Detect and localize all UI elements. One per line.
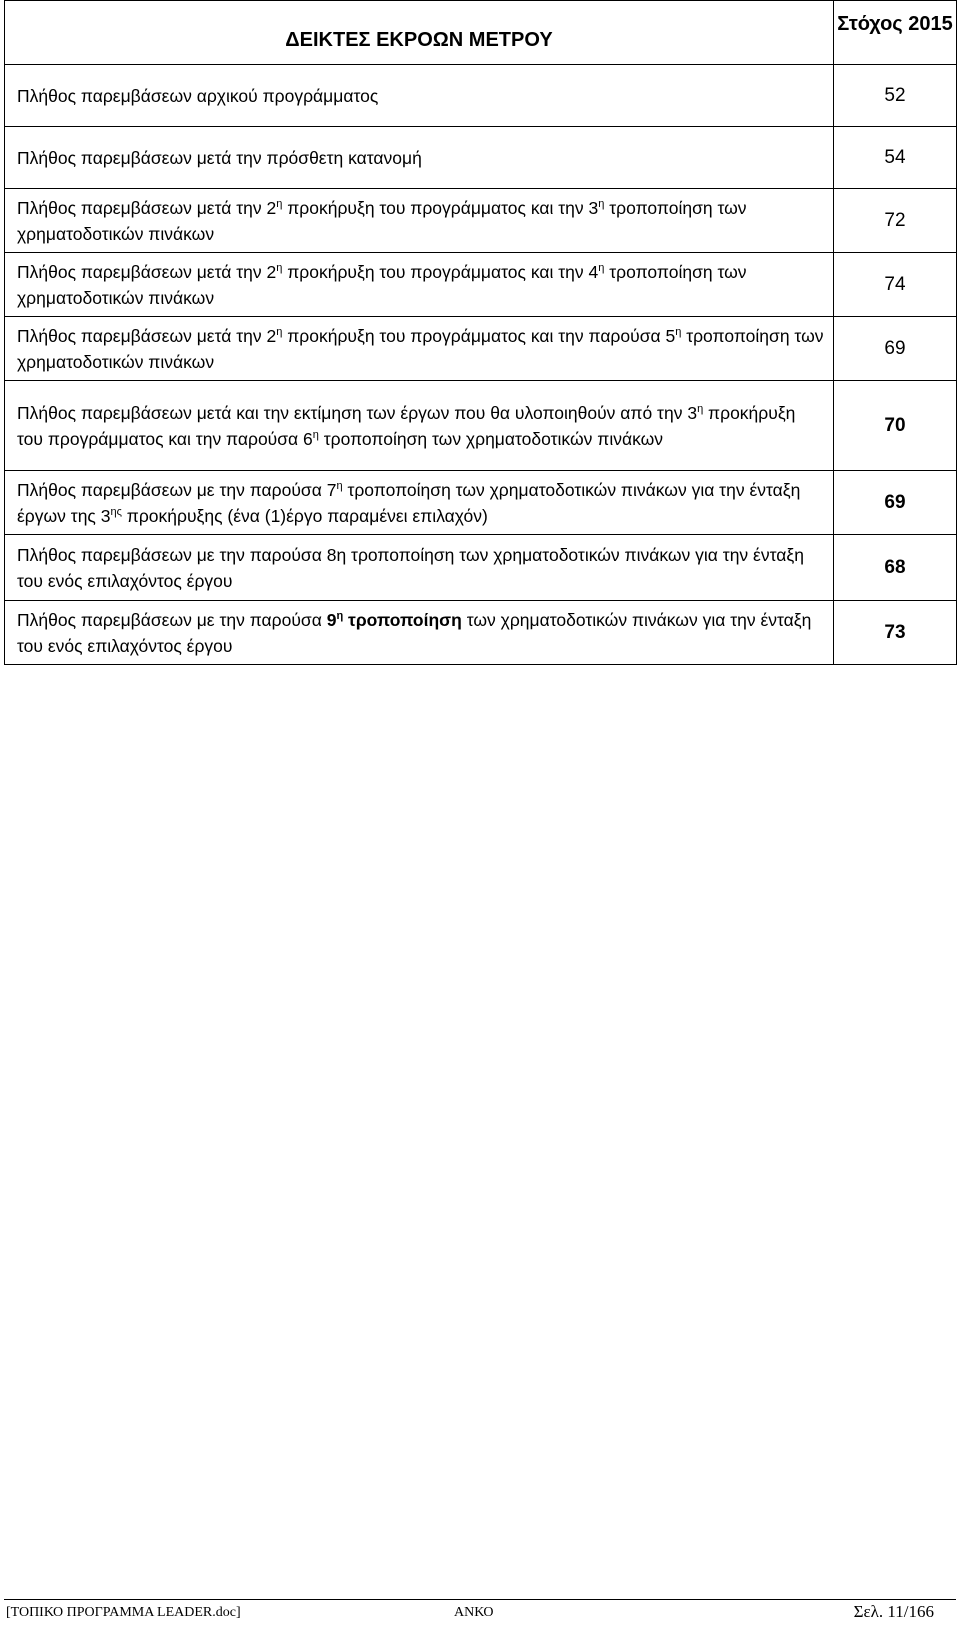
target-value: 70 [834, 381, 957, 471]
footer-document-name: [ΤΟΠΙΚΟ ΠΡΟΓΡΑΜΜΑ LEADER.doc] [6, 1605, 241, 1620]
description-text: η [312, 428, 319, 441]
table-row [5, 65, 957, 127]
description-text: η [336, 609, 344, 622]
indicator-description [5, 471, 834, 535]
table-body [5, 65, 957, 665]
table-row [5, 317, 957, 381]
table-title: ΔΕΙΚΤΕΣ ΕΚΡΟΩΝ ΜΕΤΡΟΥ [5, 1, 834, 65]
description-text: Πλήθος παρεμβάσεων με την παρούσα 7 [17, 479, 337, 500]
description-text: των χρηματοδοτικών πινάκων για την ένταξη του ενός επιλαχόντος έργου [17, 609, 812, 656]
page-footer [4, 1599, 956, 1626]
description-text: η [598, 261, 605, 274]
description-text: Πλήθος παρεμβάσεων με την παρούσα [17, 609, 327, 630]
table-row [5, 601, 957, 665]
description-text: προκήρυξη του προγράμματος και την 4 [282, 261, 599, 282]
target-column-header: Στόχος 2015 [834, 1, 957, 65]
description-text: η [276, 325, 283, 338]
description-text: Πλήθος παρεμβάσεων μετά την 2 [17, 325, 277, 346]
indicator-description [5, 189, 834, 253]
target-value: 52 [834, 65, 957, 127]
indicator-description [5, 127, 834, 189]
description-text: τροποποίηση των χρηματοδοτικών πινάκων [318, 428, 664, 449]
target-value: 54 [834, 127, 957, 189]
table-row [5, 253, 957, 317]
target-value: 72 [834, 189, 957, 253]
indicator-description [5, 601, 834, 665]
description-text: Πλήθος παρεμβάσεων μετά και την εκτίμηση των έργων που θα υλοποιηθούν από την 3 [17, 402, 698, 423]
description-text: προκήρυξη του προγράμματος και την 3 [282, 197, 599, 218]
target-value: 74 [834, 253, 957, 317]
description-text: τροποποίηση των χρηματοδοτικών πινάκων [17, 197, 747, 244]
description-text: Πλήθος παρεμβάσεων μετά την πρόσθετη κατανομή [17, 147, 422, 168]
description-text: η [276, 197, 283, 210]
description-text: προκήρυξη του προγράμματος και την παρούσα 5 [282, 325, 676, 346]
target-value: 69 [834, 471, 957, 535]
table-row [5, 189, 957, 253]
table-row [5, 127, 957, 189]
indicator-description [5, 317, 834, 381]
description-text: η [276, 261, 283, 274]
description-text: τροποποίηση [343, 609, 462, 630]
description-text: η [675, 325, 682, 338]
description-text: Πλήθος παρεμβάσεων μετά την 2 [17, 261, 277, 282]
table-row [5, 381, 957, 471]
description-text: Πλήθος παρεμβάσεων μετά την 2 [17, 197, 277, 218]
description-text: ης [110, 505, 122, 518]
indicator-description [5, 253, 834, 317]
description-text: τροποποίηση των χρηματοδοτικών πινάκων [17, 325, 824, 372]
indicator-description [5, 535, 834, 601]
description-text: τροποποίηση των χρηματοδοτικών πινάκων για την ένταξη έργων της 3 [17, 479, 801, 526]
target-value: 69 [834, 317, 957, 381]
description-text: η [697, 402, 704, 415]
table-row [5, 471, 957, 535]
description-text: προκήρυξης (ένα (1)έργο παραμένει επιλαχόν) [121, 505, 488, 526]
table-header-row [5, 1, 957, 65]
target-value: 73 [834, 601, 957, 665]
description-text: η [598, 197, 605, 210]
description-text: 9 [326, 609, 337, 630]
description-text: τροποποίηση των χρηματοδοτικών πινάκων [17, 261, 747, 308]
indicators-table [4, 0, 957, 665]
footer-organization: ΑΝΚΟ [454, 1605, 494, 1620]
indicator-description [5, 65, 834, 127]
description-text: Πλήθος παρεμβάσεων με την παρούσα 8η τροποποίηση των χρηματοδοτικών πινάκων για την ένταξη του ενός επιλαχόντος έργου [17, 544, 804, 591]
description-text: προκήρυξη του προγράμματος και την παρούσα 6 [17, 402, 796, 449]
target-value: 68 [834, 535, 957, 601]
indicator-description [5, 381, 834, 471]
table-row [5, 535, 957, 601]
footer-page-number: Σελ. 11/166 [853, 1602, 934, 1621]
description-text: Πλήθος παρεμβάσεων αρχικού προγράμματος [17, 85, 379, 106]
description-text: η [336, 479, 343, 492]
